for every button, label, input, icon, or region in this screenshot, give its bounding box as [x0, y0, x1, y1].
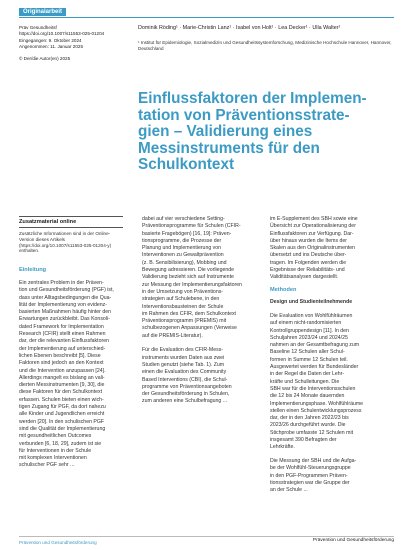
body-text-line: tionsprogramme, die Prozesse der [142, 237, 222, 244]
body-text-line: 2023/26 durchgeführt wurde. Die [270, 422, 346, 429]
body-text-line: Ausgewertet werden für Bundesländer [270, 364, 359, 371]
body-text-line: zur Messung der Implementierungsfaktoren [142, 281, 243, 288]
body-text-line: diese Faktoren für den Schulkontext [19, 389, 103, 396]
body-text-line: Schuljahren 2023/24 und 2024/25 [270, 334, 348, 341]
body-text-line: Interventionsbausteinen der Schule [142, 303, 224, 310]
body-text-line: insgesamt 390 Befragten der [270, 437, 337, 444]
intro-heading: Einleitung [19, 267, 47, 273]
body-text-line: tion und Gesundheitsförderung (PGF) ist, [19, 287, 114, 294]
design-heading: Design und Studienteilnehmende [270, 299, 353, 305]
body-text-line: Skalen aus den Originalinstrumenten [270, 245, 356, 252]
title-line: Einflussfaktoren der Implemen- [138, 90, 367, 107]
body-text-line: stellen einen Schulentwicklungsprozess [270, 407, 362, 414]
body-text-line: basierte Fragebögen) [16, 19]: Präven- [142, 230, 232, 237]
body-text-line: in der Regel die Daten der Lehr- [270, 371, 345, 378]
body-text-line: an der Schule ... [270, 487, 308, 494]
body-text-line: Für die Evaluation des CFIR-Mess- [142, 347, 224, 354]
body-text-line: mit komplexen Interventionen [19, 455, 87, 462]
body-text-line: Einflussfaktoren zur Verfügung. Dar- [270, 230, 354, 237]
body-text-line: Stichprobe umfasste 12 Schulen mit [270, 429, 354, 436]
body-text-line: instruments wurden Daten aus zwei [142, 354, 225, 361]
title-line: tation von Präventionsstrate- [138, 106, 350, 124]
affiliation: ¹ Institut für Epidemiologie, Sozialmedizin und Gesundheitssystemforschung, Medizinische Hochschule Hannover, Hannover, Deutschland [138, 40, 392, 52]
body-text-line: lichen Ebenen beschreibt [5]. Diese [19, 352, 101, 359]
body-text-line: Kontrollgruppendesign [11]. In den [270, 327, 349, 334]
body-text-line: Erwartungen zurückbleibt. Das Konsoli- [19, 316, 110, 323]
body-text-line: in der Umsetzung von Präventions- [142, 288, 224, 295]
body-text-line: Faktoren sind jedoch an den Kontext [19, 360, 104, 367]
body-text-line: Planung und Implementierung von [142, 245, 222, 252]
column-1 [19, 280, 125, 470]
body-text-line: Validitätsanalysen dargestellt. [270, 274, 339, 281]
body-text-line [142, 340, 258, 347]
body-text-line: die 12 bis 24 Monate dauernden [270, 393, 345, 400]
body-text-line: Präventionsprogramme für Schulen (CFIR- [142, 223, 241, 230]
body-text-line: dar, der die relevanten Einflussfaktoren [19, 338, 109, 345]
article-title [138, 91, 398, 174]
body-text-line: nahmen an der Gesamtbefragung zum [270, 342, 360, 349]
footer-section: Prävention und Gesundheitsförderung [312, 538, 394, 543]
body-text-line: der Gesundheitsförderung in Schulen, [142, 391, 230, 398]
title-line: gien – Validierung eines [138, 123, 313, 141]
body-text-line: Präventionsprogramm (PREMIS) mit [142, 318, 227, 325]
body-text-line: Bewegung adressieren. Die vorliegende [142, 267, 234, 274]
body-text-line: programme von Präventionsangeboten [142, 383, 232, 390]
title-line: Messinstruments für den [138, 139, 320, 157]
body-text-line: dar, der in den Jahren 2022/23 bis [270, 415, 349, 422]
body-text-line: Lehrkräfte. [270, 444, 295, 451]
body-text-line: einen die Evaluation des Community [142, 369, 227, 376]
column-2 [142, 216, 258, 406]
body-text-line: in den PGF-Programmen Präven- [270, 472, 348, 479]
copyright-note: © Der/die Autor(en) 2025 [19, 56, 71, 62]
body-text-line: basierten Maßnahmen häufig hinter den [19, 309, 111, 316]
body-text-line: werden [20]. In den schulischen PGF [19, 418, 105, 425]
body-text-line: verbunden [6, 18, 29], zudem ist sie [19, 440, 102, 447]
header-rule [19, 17, 394, 18]
accepted-date: Angenommen: 11. Januar 2025 [19, 43, 84, 49]
body-text-line: strategien auf Schulebene, in den [142, 296, 220, 303]
body-text-line: Die Evaluation von Wohlfühlräumen [270, 313, 353, 319]
body-text-line: und die Intervention anzupassen [24]. [19, 367, 106, 374]
body-text-line: über hinaus wurden die Items der [270, 237, 347, 244]
body-text-line: lität der Implementierung von evidenz- [19, 301, 107, 308]
body-text-line: erfassen. Schulen bieten einen wich- [19, 396, 104, 403]
body-text-line: zum anderen eine Schulbefragung ... [142, 398, 228, 405]
body-text-line: kräfte und Schulleitungen. Die [270, 378, 340, 385]
journal-name: Präv Gesundheitsf [19, 25, 57, 30]
body-text-line: formen in Summe 12 Schulen teil. [270, 356, 348, 363]
body-text-line: schulischer PGF sehr ... [19, 462, 75, 469]
supplement-text[interactable]: Zusätzliche Informationen sind in der Online-Version dieses Artikels (https://doi.org/10.1007/s11553-025-01204-y) enthalten. [19, 231, 112, 254]
column-3-mid [270, 313, 394, 452]
supplement-box [19, 216, 123, 254]
body-text-line: der Implementierung auf unterschied- [19, 345, 106, 352]
body-text-line: Ergebnisse der Reliabilitäts- und [270, 267, 345, 274]
title-line: Schulkontext [138, 156, 235, 174]
article-type-tag: Originalarbeit [19, 8, 66, 16]
body-text-line: auf einem nicht-randomisierten [270, 320, 342, 327]
body-text-line: übersetzt und ins Deutsche über- [270, 252, 347, 259]
body-text-line: Ein zentrales Problem in der Präven- [19, 280, 104, 286]
column-3-top [270, 216, 394, 282]
body-text-line: be der Wohlfühl-Steuerungsgruppe [270, 465, 351, 472]
doi-link[interactable]: https://doi.org/10.1007/s11553-025-01204 [19, 31, 105, 37]
body-text-line: Übersicht zur Operationalisierung der [270, 223, 356, 230]
received-date: Eingegangen: 9. Oktober 2024 [19, 37, 82, 43]
body-text-line: Research (CFIR) stellt einen Rahmen [19, 331, 106, 338]
body-text-line: (z. B. Sensibilisierung), Mobbing und [142, 259, 227, 266]
body-text-line: Allerdings mangelt es bislang an vali- [19, 374, 105, 381]
body-text-line: dabei auf vier verschiedene Setting- [142, 216, 225, 222]
body-text-line: Implementierungsphase. Wohlfühlräume [270, 400, 364, 407]
body-text-line: im E-Supplement des SBH sowie eine [270, 216, 358, 222]
body-text-line: dass unter Alltagsbedingungen die Qua- [19, 294, 112, 301]
body-text-line: dated Framework for Implementation [19, 323, 104, 330]
body-text-line: Die Messung der SBH und die Aufga- [270, 458, 357, 464]
body-text-line: Studien genutzt (siehe Tab. 1). Zum [142, 361, 225, 368]
methods-heading: Methoden [270, 287, 297, 293]
body-text-line: tigen Zugang für PGF, da dort nahezu [19, 404, 106, 411]
body-text-line: alle Kinder und Jugendlichen erreicht [19, 411, 105, 418]
body-text-line: Baseline 12 Schulen aller Schul- [270, 349, 345, 356]
body-text-line: mit gesundheitlichen Outcomes [19, 433, 92, 440]
body-text-line: im Rahmen des CFIR, dem Schulkontext [142, 310, 236, 317]
body-text-line: Validierung bezieht sich auf Instrumente [142, 274, 234, 281]
body-text-line: für Interventionen in der Schule [19, 447, 92, 454]
body-text-line: schulbezogenen Anpassungen (Verweise [142, 325, 237, 332]
body-text-line: tionsstrategien war die Gruppe der [270, 479, 350, 486]
body-text-line: dierten Messinstrumenten [9, 30], die [19, 382, 105, 389]
body-text-line: SBH war für die Interventionsschulen [270, 385, 356, 392]
body-text-line: Based Interventions (CBI), die Schul- [142, 376, 228, 383]
body-text-line: sind die Qualität der Implementierung [19, 425, 106, 432]
footer-rule [19, 536, 394, 537]
body-text-line: auf die PREMIS-Literatur). [142, 332, 203, 339]
column-3-bottom [270, 458, 394, 494]
article-meta [19, 25, 123, 62]
supplement-heading: Zusatzmaterial online [19, 219, 123, 228]
body-text-line: tragen. Im Folgenden werden die [270, 259, 347, 266]
footer-journal: Prävention und Gesundheitsförderung [19, 540, 97, 545]
body-text-line: Interventionen zu Gewaltprävention [142, 252, 224, 259]
author-list: Dominik Röding¹ · Marie-Christin Lanz¹ · Isabel von Holt¹ · Lea Decker¹ · Ulla Walter¹ [138, 25, 341, 31]
